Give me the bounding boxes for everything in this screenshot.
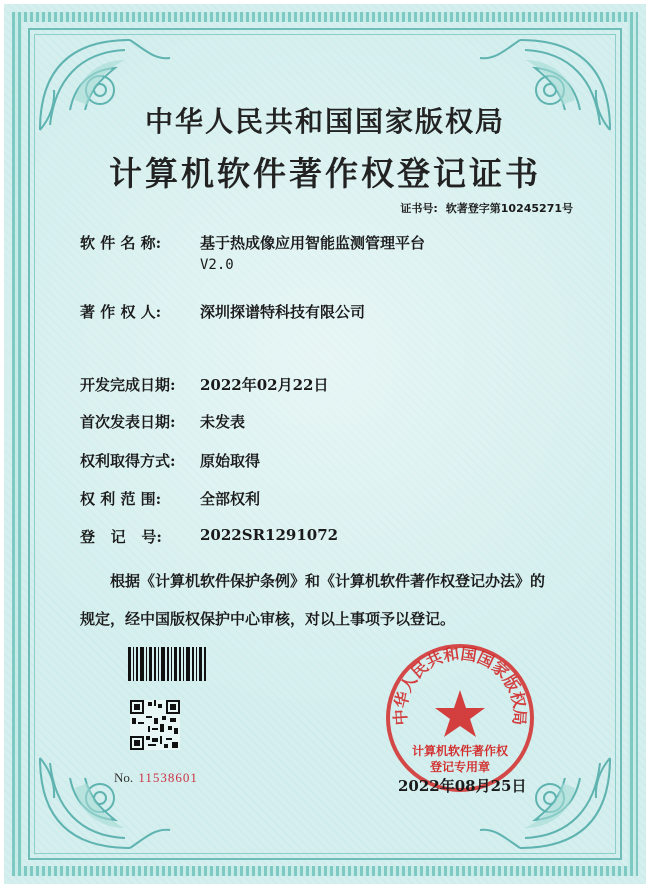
field-label: 软 件 名 称: bbox=[80, 234, 162, 252]
field-value: 深圳探谱特科技有限公司 bbox=[200, 303, 366, 321]
field-label: 开发完成日期: bbox=[80, 376, 176, 394]
field-completion-date bbox=[80, 374, 329, 395]
certificate-number-label: 证书号: bbox=[400, 202, 438, 215]
corner-ornament bbox=[30, 748, 180, 858]
field-label: 著 作 权 人: bbox=[80, 303, 162, 321]
field-label: 权利取得方式: bbox=[80, 452, 176, 470]
serial-number bbox=[114, 770, 198, 786]
field-rights-scope bbox=[80, 488, 260, 509]
software-name: 基于热成像应用智能监测管理平台 bbox=[200, 234, 426, 252]
qr-code bbox=[130, 700, 180, 750]
software-version: V2.0 bbox=[200, 257, 234, 273]
barcode bbox=[128, 647, 206, 681]
field-value: 原始取得 bbox=[200, 452, 261, 470]
field-value: 2022年02月22日 bbox=[200, 376, 329, 394]
seal-star-icon bbox=[435, 690, 485, 737]
field-value: 未发表 bbox=[200, 413, 246, 431]
issuing-authority: 中华人民共和国国家版权局 bbox=[144, 105, 505, 138]
certificate-title: 计算机软件著作权登记证书 bbox=[109, 154, 541, 193]
field-registration-number bbox=[80, 526, 338, 547]
field-value bbox=[200, 232, 425, 273]
certificate-number bbox=[400, 200, 573, 216]
statement-line-2: 规定，经中国版权保护中心审核，对以上事项予以登记。 bbox=[80, 610, 456, 628]
serial-value: 11538601 bbox=[138, 770, 198, 785]
statement-line-1: 根据《计算机软件保护条例》和《计算机软件著作权登记办法》的 bbox=[110, 572, 546, 590]
seal-center-line-2: 登记专用章 bbox=[429, 760, 490, 774]
certificate-number-value: 软著登字第10245271号 bbox=[445, 202, 573, 215]
field-value: 全部权利 bbox=[200, 490, 261, 508]
serial-label: No. bbox=[114, 770, 134, 785]
seal-center-line-1: 计算机软件著作权 bbox=[411, 744, 508, 758]
seal-ring-text: 中华人民共和国国家版权局 bbox=[390, 644, 530, 726]
field-copyright-owner bbox=[80, 301, 365, 322]
statement-paragraph bbox=[80, 562, 580, 638]
field-value: 2022SR1291072 bbox=[200, 526, 339, 544]
field-acquisition-method bbox=[80, 450, 260, 471]
field-label: 权 利 范 围: bbox=[80, 490, 162, 508]
issue-date: 2022年08月25日 bbox=[398, 777, 527, 795]
field-label: 首次发表日期: bbox=[80, 413, 176, 431]
field-software-name bbox=[80, 232, 425, 273]
field-first-publication bbox=[80, 411, 245, 432]
field-label: 登 记 号: bbox=[80, 528, 162, 546]
